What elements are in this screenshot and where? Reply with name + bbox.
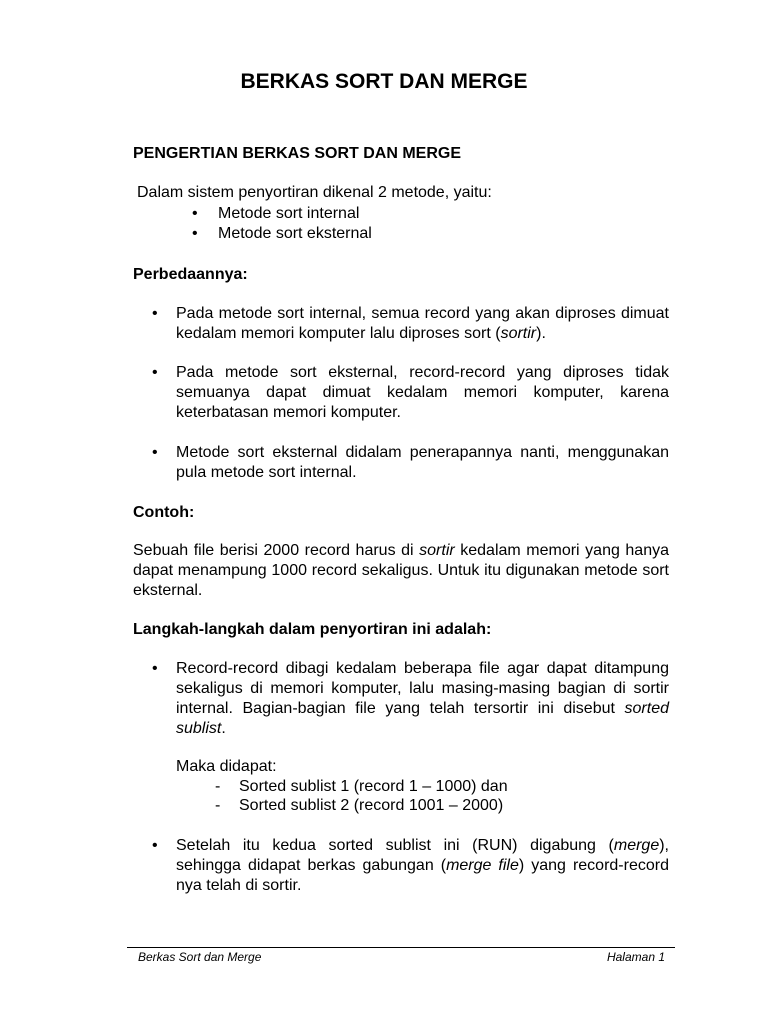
list-item-text: Pada metode sort eksternal, record-record yang diproses tidak semuanya dapat dimuat kedalam memori komputer, karena keterbatasan memori komputer. bbox=[176, 364, 669, 421]
footer-page-number: Halaman 1 bbox=[606, 950, 665, 964]
document-page: BERKAS SORT DAN MERGE PENGERTIAN BERKAS SORT DAN MERGE Dalam sistem penyortiran dikenal 2 metode, yaitu: • Metode sort internal • Metode sort eksternal Perbedaannya: • Pada metode sort internal, semua record yang akan diproses dimuat kedalam memori komputer lalu diproses sort (sortir). • Pada metode sort eksternal, record-record yang diproses tidak semuanya dapat dimuat kedalam memori komputer, karena keterbatasan memori komputer. • Metode sort eksternal didalam penerapannya nanti, menggunakan pula metode sort internal. Contoh: Sebuah file berisi 2000 record harus di sortir kedalam memori yang hanya dapat menampung 1000 record sekaligus. Untuk itu digunakan metode sort eksternal. Langkah-langkah dalam penyortiran ini adalah: • Record-record dibagi kedalam beberapa file agar dapat ditampung sekaligus di memori komputer, lalu masing-masing bagian di sortir internal. Bagian-bagian file yang telah tersortir ini disebut sorted sublist. Maka didapat: - Sorted sublist 1 (record 1 – 1000) dan - Sorted sublist 2 (record 1001 – 2000) • Setelah itu kedua sorted sublist ini (RUN) digabung (merge), sehingga didapat berkas gabungan (merge file) yang record-record nya telah di sortir. Berkas Sort dan Merge Halaman 1 bbox=[0, 0, 768, 1024]
bullet-icon: • bbox=[152, 660, 158, 677]
bullet-icon: • bbox=[192, 225, 198, 242]
list-item-text: Pada metode sort internal, semua record yang akan diproses dimuat kedalam memori komputer lalu diproses sort (sortir). bbox=[176, 305, 669, 342]
list-item-text: Setelah itu kedua sorted sublist ini (RUN) digabung (merge), sehingga didapat berkas gabungan (merge file) yang record-record nya telah di sortir. bbox=[176, 837, 669, 894]
section-heading-langkah: Langkah-langkah dalam penyortiran ini adalah: bbox=[133, 621, 492, 638]
list-item bbox=[152, 304, 669, 344]
bullet-icon: • bbox=[152, 305, 158, 322]
list-item bbox=[152, 443, 669, 483]
list-item bbox=[152, 836, 669, 896]
bullet-icon: • bbox=[192, 205, 198, 222]
footer-divider bbox=[127, 947, 675, 948]
page-title: BERKAS SORT DAN MERGE bbox=[240, 70, 528, 93]
contoh-paragraph: Sebuah file berisi 2000 record harus di sortir kedalam memori yang hanya dapat menampung 1000 record sekaligus. Untuk itu digunakan metode sort eksternal. bbox=[133, 542, 670, 599]
list-item bbox=[152, 363, 669, 423]
bullet-icon: • bbox=[152, 444, 158, 461]
footer-document-title: Berkas Sort dan Merge bbox=[138, 950, 262, 964]
list-item-text: Record-record dibagi kedalam beberapa file agar dapat ditampung sekaligus di memori komputer, lalu masing-masing bagian di sortir internal. Bagian-bagian file yang telah tersortir ini disebut sorted sublist. bbox=[176, 660, 669, 737]
section-heading-perbedaan: Perbedaannya: bbox=[133, 266, 248, 283]
list-item bbox=[152, 659, 669, 739]
section-heading-pengertian: PENGERTIAN BERKAS SORT DAN MERGE bbox=[133, 145, 462, 162]
maka-didapat-label: Maka didapat: bbox=[176, 758, 277, 775]
bullet-icon: • bbox=[152, 364, 158, 381]
bullet-icon: • bbox=[152, 837, 158, 854]
section-heading-contoh: Contoh: bbox=[133, 504, 195, 521]
list-item-text: Metode sort eksternal didalam penerapannya nanti, menggunakan pula metode sort internal. bbox=[176, 444, 669, 481]
intro-paragraph: Dalam sistem penyortiran dikenal 2 metode, yaitu: bbox=[137, 184, 492, 201]
